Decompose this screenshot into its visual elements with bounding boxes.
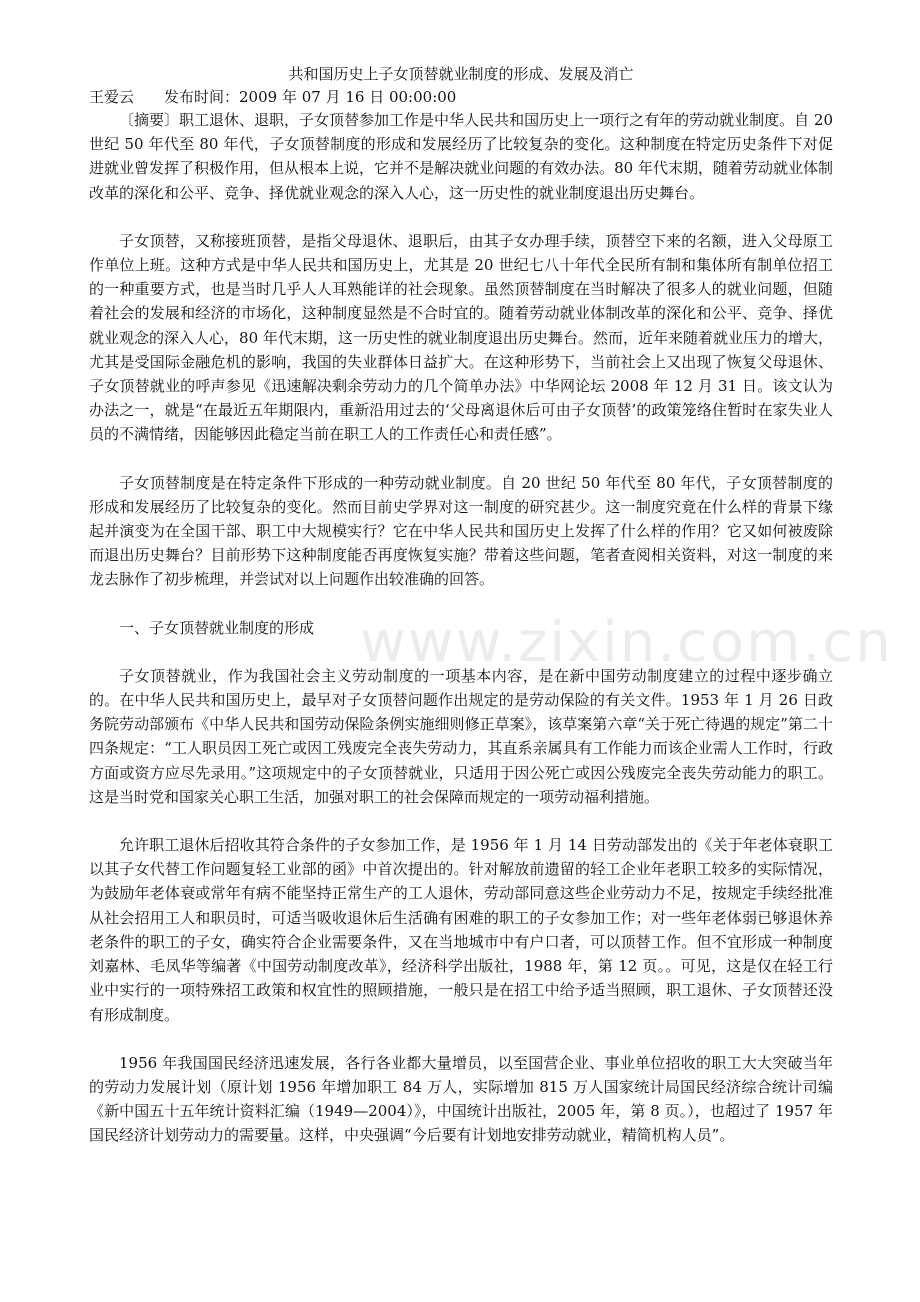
- document-page: [89, 62, 833, 1148]
- body-paragraph-4: 允许职工退休后招收其符合条件的子女参加工作，是 1956 年 1 月 14 日劳动部发出的《关于年老体衰职工以其子女代替工作问题复轻工业部的函》中首次提出的。针对解放前遗留的轻工企业年老职工较多的实际情况，为鼓励年老体衰或常年有病不能坚持正常生产的工人退休，劳动部同意这些企业劳动力不足，按规定手续经批准从社会招用工人和职员时，可适当吸收退休后生活确有困难的职工的子女参加工作；对一些年老体弱已够退休养老条件的职工的子女，确实符合企业需要条件，又在当地城市中有户口者，可以顶替工作。但不宜形成一种制度刘嘉林、毛凤华等编著《中国劳动制度改革》，经济科学出版社，1988 年，第 12 页。。可见，这是仅在轻工行业中实行的一项特殊招工政策和权宜性的照顾措施，一般只是在招工中给予适当照顾，职工退休、子女顶替还没有形成制度。: [89, 836, 833, 1024]
- body-paragraph-1: 子女顶替，又称接班顶替，是指父母退休、退职后，由其子女办理手续，顶替空下来的名额，进入父母原工作单位上班。这种方式是中华人民共和国历史上，尤其是 20 世纪七八十年代全民所有制和集体所有制单位招工的一种重要方式，也是当时几乎人人耳熟能详的社会现象。虽然顶替制度在当时解决了很多人的就业问题，但随着社会的发展和经济的市场化，这种制度显然是不合时宜的。随着劳动就业体制改革的深化和公平、竞争、择优就业观念的深入人心，80 年代末期，这一历史性的就业制度退出历史舞台。然而，近年来随着就业压力的增大，尤其是受国际金融危机的影响，我国的失业群体日益扩大。在这种形势下，当前社会上又出现了恢复父母退休、子女顶替就业的呼声参见《迅速解决剩余劳动力的几个简单办法》中华网论坛 2008 年 12 月 31 日。该文认为办法之一，就是“在最近五年期限内，重新沿用过去的‘父母离退休后可由子女顶替’的政策笼络住暂时在家失业人员的不满情绪，因能够因此稳定当前在职工人的工作责任心和责任感”。: [89, 231, 833, 444]
- paragraph-gap: [89, 640, 833, 664]
- paragraph-gap: [89, 447, 833, 471]
- paragraph-gap: [89, 809, 833, 833]
- paragraph-gap: [89, 592, 833, 616]
- paragraph-gap: [89, 205, 833, 229]
- body-paragraph-5: 1956 年我国国民经济迅速发展，各行各业都大量增员，以至国营企业、事业单位招收的职工大大突破当年的劳动力发展计划（原计划 1956 年增加职工 84 万人，实际增加 815 万人国家统计局国民经济综合统计司编《新中国五十五年统计资料汇编（1949—2004）》，中国统计出版社，2005 年，第 8 页。），也超过了 1957 年国民经济计划劳动力的需要量。这样，中央强调“今后要有计划地安排劳动就业，精简机构人员”。: [89, 1053, 833, 1145]
- section-heading-1: 一、子女顶替就业制度的形成: [119, 618, 315, 637]
- body-paragraph-2: 子女顶替制度是在特定条件下形成的一种劳动就业制度。自 20 世纪 50 年代至 80 年代，子女顶替制度的形成和发展经历了比较复杂的变化。然而目前史学界对这一制度的研究甚少。这一制度究竟在什么样的背景下缘起并演变为在全国干部、职工中大规模实行？它在中华人民共和国历史上发挥了什么样的作用？它又如何被废除而退出历史舞台？目前形势下这种制度能否再度恢复实施？带着这些问题，笔者查阅相关资料，对这一制度的来龙去脉作了初步梳理，并尝试对以上问题作出较准确的回答。: [89, 473, 833, 589]
- document-meta: [89, 86, 833, 108]
- paragraph-gap: [89, 1027, 833, 1051]
- abstract-paragraph: 〔摘要〕职工退休、退职，子女顶替参加工作是中华人民共和国历史上一项行之有年的劳动就业制度。自 20 世纪 50 年代至 80 年代，子女顶替制度的形成和发展经历了比较复杂的变化。这种制度在特定历史条件下对促进就业曾发挥了积极作用，但从根本上说，它并不是解决就业问题的有效办法。80 年代末期，随着劳动就业体制改革的深化和公平、竞争、择优就业观念的深入人心，这一历史性的就业制度退出历史舞台。: [89, 111, 833, 202]
- author-name: 王爱云: [89, 88, 135, 106]
- publish-time: 发布时间：2009 年 07 月 16 日 00:00:00: [164, 88, 457, 106]
- document-title: 共和国历史上子女顶替就业制度的形成、发展及消亡: [288, 65, 634, 83]
- watermark: www.zixin.com.cn: [360, 610, 893, 675]
- body-paragraph-3: 子女顶替就业，作为我国社会主义劳动制度的一项基本内容，是在新中国劳动制度建立的过程中逐步确立的。在中华人民共和国历史上，最早对子女顶替问题作出规定的是劳动保险的有关文件。1953 年 1 月 26 日政务院劳动部颁布《中华人民共和国劳动保险条例实施细则修正草案》，该草案第六章“关于死亡待遇的规定”第二十四条规定：“工人职员因工死亡或因工残废完全丧失劳动力，其直系亲属具有工作能力而该企业需人工作时，行政方面或资方应尽先录用。”这项规定中的子女顶替就业，只适用于因公死亡或因公残废完全丧失劳动能力的职工。这是当时党和国家关心职工生活，加强对职工的社会保障而规定的一项劳动福利措施。: [89, 666, 833, 806]
